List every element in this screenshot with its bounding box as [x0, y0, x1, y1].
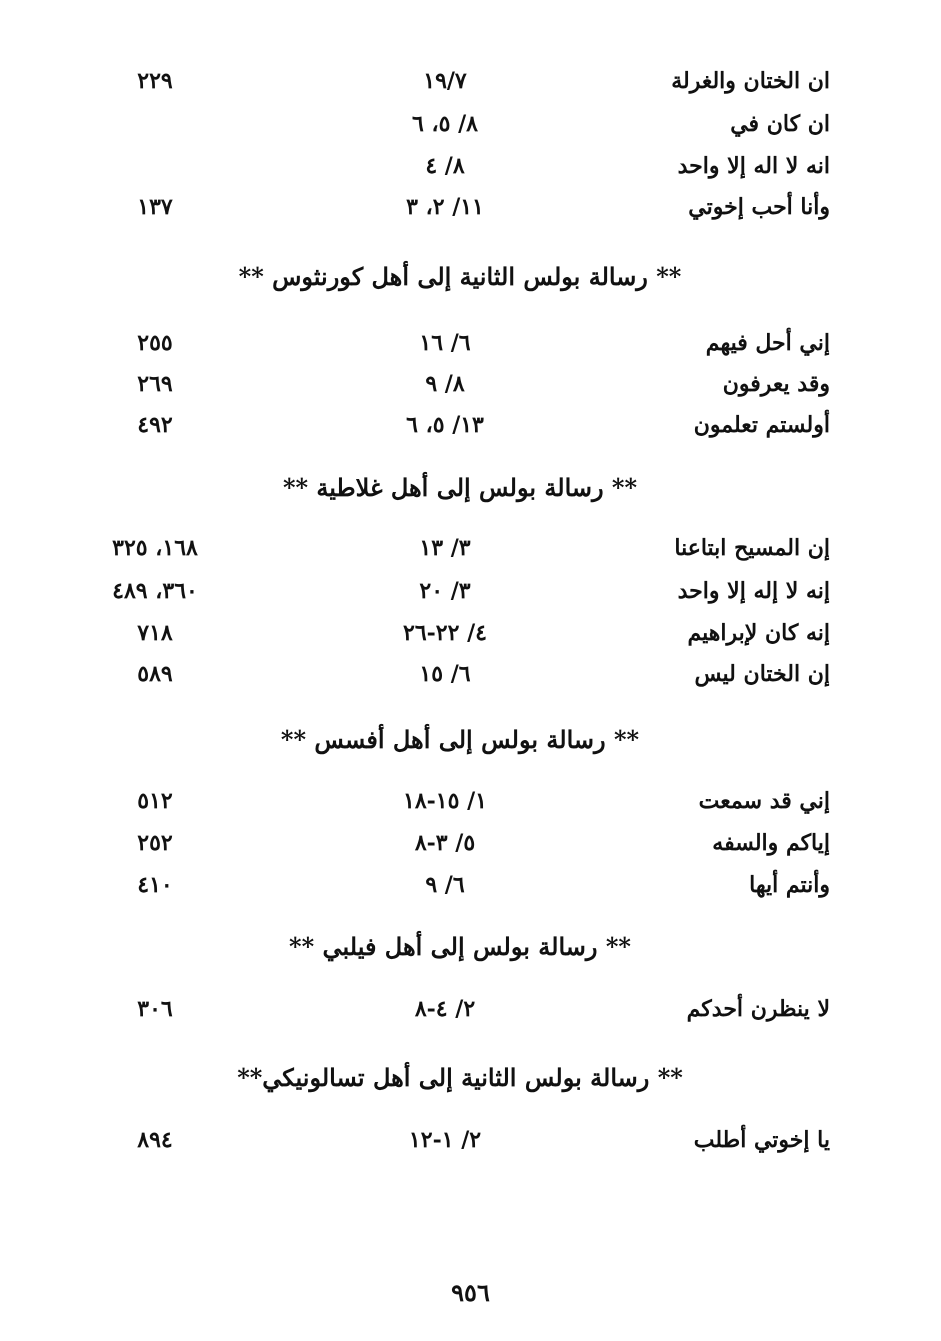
page-number: ٩٥٦: [451, 1278, 490, 1307]
verse-reference: ٨/ ٤: [425, 153, 465, 179]
phrase-text: إنه لا إله إلا واحد: [677, 578, 830, 604]
phrase-text: لا ينظرن أحدكم: [686, 996, 830, 1022]
page-reference: ١٦٨، ٣٢٥: [112, 535, 198, 561]
page-reference: ٤١٠: [137, 872, 173, 898]
page-reference: ٥٨٩: [137, 661, 173, 687]
page-reference: ٧١٨: [137, 620, 173, 646]
phrase-text: وأنا أحب إخوتي: [688, 194, 830, 220]
verse-reference: ٢/ ٤-٨: [414, 996, 476, 1022]
table-row: [90, 872, 830, 912]
table-row: [90, 1127, 830, 1167]
page-reference: ٣٠٦: [137, 996, 173, 1022]
page-reference: ٢٢٩: [137, 68, 173, 94]
verse-reference: ٣/ ١٣: [419, 535, 471, 561]
phrase-text: إني أحل فيهم: [705, 330, 830, 356]
table-row: [90, 68, 830, 108]
table-row: [90, 661, 830, 701]
table-row: [90, 194, 830, 234]
page-reference: ٢٦٩: [137, 371, 173, 397]
verse-reference: ١١/ ٢، ٣: [406, 194, 484, 220]
phrase-text: أولستم تعلمون: [693, 412, 830, 438]
section-heading: ** رسالة بولس إلى أهل فيلبي **: [289, 932, 631, 961]
page-reference: ١٣٧: [137, 194, 173, 220]
table-row: [90, 578, 830, 618]
phrase-text: إياكم والسفه: [712, 830, 830, 856]
table-row: [90, 153, 830, 193]
page-reference: ٨٩٤: [137, 1127, 173, 1153]
phrase-text: وقد يعرفون: [722, 371, 830, 397]
table-row: [90, 620, 830, 660]
verse-reference: ٨/ ٩: [425, 371, 465, 397]
verse-reference: ٦/ ١٥: [419, 661, 471, 687]
table-row: [90, 535, 830, 575]
phrase-text: ان الختان والغرلة: [671, 68, 830, 94]
verse-reference: ٦/ ١٦: [419, 330, 471, 356]
phrase-text: إنه كان لإبراهيم: [687, 620, 830, 646]
phrase-text: انه لا اله إلا واحد: [677, 153, 830, 179]
table-row: [90, 111, 830, 151]
verse-reference: ٨/ ٥، ٦: [412, 111, 478, 137]
section-heading: ** رسالة بولس الثانية إلى أهل كورنثوس **: [238, 262, 682, 291]
section-heading: ** رسالة بولس إلى أهل أفسس **: [280, 725, 640, 754]
table-row: [90, 830, 830, 870]
verse-reference: ٤/ ٢٢-٢٦: [403, 620, 487, 646]
table-row: [90, 330, 830, 370]
table-row: [90, 996, 830, 1036]
phrase-text: إن المسيح ابتاعنا: [674, 535, 830, 561]
page-reference: ٢٥٥: [137, 330, 173, 356]
verse-reference: ١٩/٧: [423, 68, 467, 94]
table-row: [90, 371, 830, 411]
verse-reference: ٣/ ٢٠: [419, 578, 471, 604]
verse-reference: ٥/ ٣-٨: [414, 830, 476, 856]
phrase-text: وأنتم أيها: [749, 872, 830, 898]
section-heading: ** رسالة بولس الثانية إلى أهل تسالونيكي**: [237, 1063, 683, 1092]
section-heading: ** رسالة بولس إلى أهل غلاطية **: [282, 473, 638, 502]
verse-reference: ٢/ ١-١٢: [408, 1127, 482, 1153]
verse-reference: ٦/ ٩: [425, 872, 465, 898]
verse-reference: ١/ ١٥-١٨: [403, 788, 487, 814]
verse-reference: ١٣/ ٥، ٦: [406, 412, 484, 438]
page-reference: ٤٩٢: [137, 412, 173, 438]
page-reference: ٥١٢: [137, 788, 173, 814]
table-row: [90, 788, 830, 828]
page-reference: ٢٥٢: [137, 830, 173, 856]
phrase-text: إن الختان ليس: [694, 661, 830, 687]
table-row: [90, 412, 830, 452]
phrase-text: إني قد سمعت: [698, 788, 830, 814]
page-reference: ٣٦٠، ٤٨٩: [112, 578, 198, 604]
phrase-text: ان كان في: [730, 111, 830, 137]
phrase-text: يا إخوتي أطلب: [693, 1127, 830, 1153]
